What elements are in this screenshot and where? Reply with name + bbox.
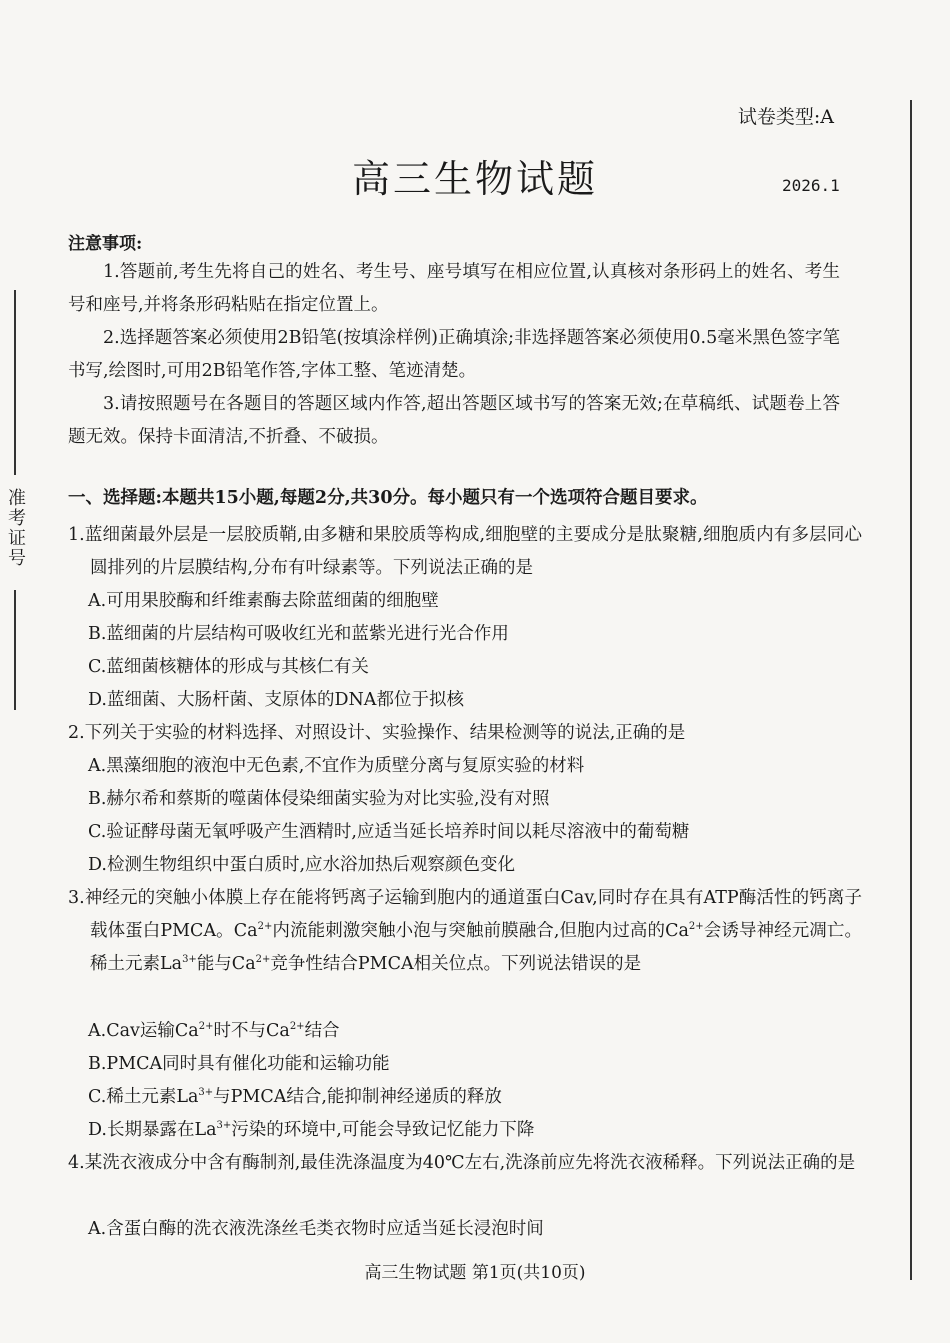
q3-opt-a-part-1: A.Cav运输Ca bbox=[88, 1021, 199, 1041]
question-1-option-b: B.蓝细菌的片层结构可吸收红光和蓝紫光进行光合作用 bbox=[88, 624, 509, 644]
q3-sup-ca: 2+ bbox=[257, 921, 273, 933]
right-margin-rule bbox=[910, 100, 912, 1280]
q3-sup-ca: 2+ bbox=[289, 1021, 305, 1033]
q3-stem-part-5: 竞争性结合PMCA相关位点。下列说法错误的是 bbox=[270, 954, 642, 974]
question-4-stem: 4.某洗衣液成分中含有酶制剂,最佳洗涤温度为40℃左右,洗涤前应先将洗衣液稀释。下列说法正确的是 bbox=[68, 1153, 856, 1173]
question-2-stem: 2.下列关于实验的材料选择、对照设计、实验操作、结果检测等的说法,正确的是 bbox=[68, 723, 686, 743]
q3-sup-la: 3+ bbox=[198, 1087, 214, 1099]
question-2-option-a: A.黑藻细胞的液泡中无色素,不宜作为质壁分离与复原实验的材料 bbox=[88, 756, 585, 776]
q3-opt-a-part-3: 结合 bbox=[304, 1021, 340, 1041]
q3-opt-d-part-1: D.长期暴露在La bbox=[88, 1120, 217, 1140]
exam-type: 试卷类型:A bbox=[737, 106, 834, 128]
question-2-option-c: C.验证酵母菌无氧呼吸产生酒精时,应适当延长培养时间以耗尽溶液中的葡萄糖 bbox=[88, 822, 690, 842]
question-1-stem: 1.蓝细菌最外层是一层胶质鞘,由多糖和果胶质等构成,细胞壁的主要成分是肽聚糖,细胞质内有多层同心圆排列的片层膜结构,分布有叶绿素等。下列说法正确的是 bbox=[68, 525, 862, 578]
q3-sup-la: 3+ bbox=[216, 1120, 232, 1132]
q3-stem-part-3: 会诱导神经元凋亡。稀土元素La bbox=[90, 921, 862, 974]
left-margin-rule-bottom bbox=[14, 590, 16, 710]
q3-opt-c-part-1: C.稀土元素La bbox=[88, 1087, 199, 1107]
question-2-option-b: B.赫尔希和蔡斯的噬菌体侵染细菌实验为对比实验,没有对照 bbox=[88, 789, 550, 809]
q3-stem-part-1: 3.神经元的突触小体膜上存在能将钙离子运输到胞内的通道蛋白Cav,同时存在具有ATP酶活性的钙离子载体蛋白PMCA。Ca bbox=[68, 888, 862, 941]
notice-item-3: 3.请按照题号在各题目的答题区域内作答,超出答题区域书写的答案无效;在草稿纸、试题卷上答题无效。保持卡面清洁,不折叠、不破损。 bbox=[68, 394, 840, 447]
exam-date: 2026.1 bbox=[782, 176, 840, 195]
question-2-option-d: D.检测生物组织中蛋白质时,应水浴加热后观察颜色变化 bbox=[88, 855, 516, 875]
question-4-option-a: A.含蛋白酶的洗衣液洗涤丝毛类衣物时应适当延长浸泡时间 bbox=[88, 1219, 544, 1239]
left-margin-rule-top bbox=[14, 290, 16, 475]
side-label: 准考证号 bbox=[5, 488, 26, 568]
q3-opt-d-part-2: 污染的环境中,可能会导致记忆能力下降 bbox=[231, 1120, 535, 1140]
question-3-option-d bbox=[88, 1114, 534, 1147]
q3-sup-la: 3+ bbox=[182, 954, 197, 966]
q3-opt-c-part-2: 与PMCA结合,能抑制神经递质的释放 bbox=[213, 1087, 502, 1107]
question-1-option-d: D.蓝细菌、大肠杆菌、支原体的DNA都位于拟核 bbox=[88, 690, 464, 710]
q3-sup-ca: 2+ bbox=[198, 1021, 214, 1033]
notice-item-1: 1.答题前,考生先将自己的姓名、考生号、座号填写在相应位置,认真核对条形码上的姓名、考生号和座号,并将条形码粘贴在指定位置上。 bbox=[68, 262, 840, 315]
notice-item-2: 2.选择题答案必须使用2B铅笔(按填涂样例)正确填涂;非选择题答案必须使用0.5毫米黑色签字笔书写,绘图时,可用2B铅笔作答,字体工整、笔迹清楚。 bbox=[68, 328, 840, 381]
question-1-option-c: C.蓝细菌核糖体的形成与其核仁有关 bbox=[88, 657, 369, 677]
question-3-option-c bbox=[88, 1081, 502, 1114]
question-3-stem bbox=[68, 882, 862, 981]
q3-stem-part-4: 能与Ca bbox=[196, 954, 256, 974]
q3-sup-ca: 2+ bbox=[688, 921, 704, 933]
q3-opt-a-part-2: 时不与Ca bbox=[213, 1021, 290, 1041]
q3-stem-part-2: 内流能刺激突触小泡与突触前膜融合,但胞内过高的Ca bbox=[272, 921, 689, 941]
page-title: 高三生物试题 bbox=[351, 157, 598, 201]
question-1-option-a: A.可用果胶酶和纤维素酶去除蓝细菌的细胞壁 bbox=[88, 591, 439, 611]
question-3-option-a bbox=[88, 1015, 340, 1048]
q3-opt-b-text: B.PMCA同时具有催化功能和运输功能 bbox=[88, 1054, 390, 1074]
q3-sup-ca: 2+ bbox=[255, 954, 271, 966]
notice-title: 注意事项: bbox=[68, 234, 143, 254]
question-3-option-b bbox=[88, 1048, 390, 1081]
section-heading: 一、选择题:本题共15小题,每题2分,共30分。每小题只有一个选项符合题目要求。 bbox=[68, 488, 708, 508]
page-footer: 高三生物试题 第1页(共10页) bbox=[364, 1263, 586, 1283]
